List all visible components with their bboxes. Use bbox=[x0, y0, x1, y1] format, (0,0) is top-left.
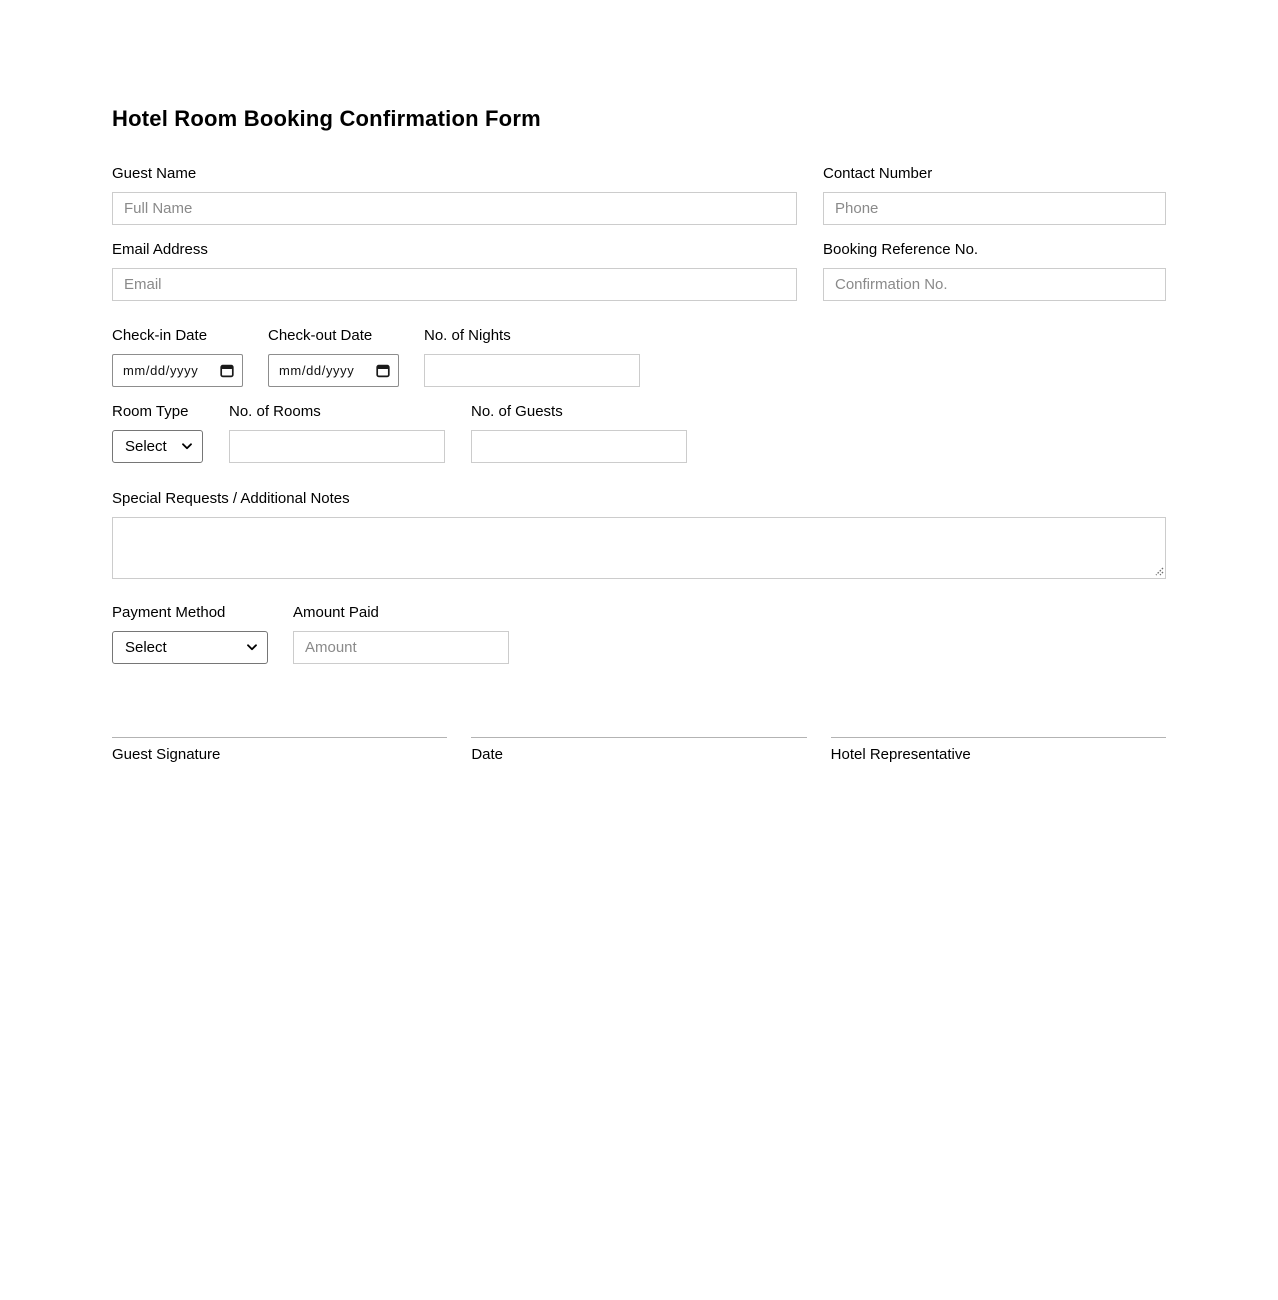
row-name-contact bbox=[112, 165, 1166, 225]
special-requests-textarea[interactable] bbox=[112, 517, 1166, 579]
check-in-date-input[interactable] bbox=[112, 354, 243, 387]
field-contact-number bbox=[823, 165, 1166, 225]
guests-label: No. of Guests bbox=[471, 403, 563, 420]
resize-handle-icon[interactable] bbox=[1153, 565, 1164, 576]
calendar-icon[interactable] bbox=[220, 363, 234, 378]
field-guest-name bbox=[112, 165, 797, 225]
hotel-representative-label: Hotel Representative bbox=[830, 746, 971, 763]
payment-method-label: Payment Method bbox=[112, 604, 226, 621]
field-room-type bbox=[112, 403, 203, 463]
guest-signature-line bbox=[112, 737, 447, 764]
amount-paid-input[interactable] bbox=[293, 631, 509, 664]
field-booking-ref bbox=[823, 241, 1166, 301]
booking-ref-input[interactable] bbox=[823, 268, 1166, 301]
contact-number-input[interactable] bbox=[823, 192, 1166, 225]
hotel-representative-line bbox=[831, 737, 1166, 764]
field-rooms bbox=[229, 403, 445, 463]
special-requests-wrap bbox=[112, 517, 1166, 579]
payment-method-selected-value: Select bbox=[125, 639, 167, 656]
row-dates bbox=[112, 327, 1166, 387]
nights-input[interactable] bbox=[424, 354, 640, 387]
check-out-date-input[interactable] bbox=[268, 354, 399, 387]
amount-paid-label: Amount Paid bbox=[293, 604, 379, 621]
chevron-down-icon bbox=[247, 644, 257, 651]
page-title: Hotel Room Booking Confirmation Form bbox=[112, 106, 541, 131]
check-in-date-value: mm/dd/yyyy bbox=[123, 363, 199, 378]
row-payment bbox=[112, 604, 1166, 664]
room-type-selected-value: Select bbox=[125, 438, 167, 455]
signature-row bbox=[112, 737, 1166, 764]
booking-ref-label: Booking Reference No. bbox=[823, 241, 979, 258]
chevron-down-icon bbox=[182, 443, 192, 450]
room-type-select[interactable] bbox=[112, 430, 203, 463]
field-nights bbox=[424, 327, 640, 387]
date-signature-line bbox=[471, 737, 806, 764]
row-room bbox=[112, 403, 1166, 463]
contact-number-label: Contact Number bbox=[823, 165, 933, 182]
check-out-label: Check-out Date bbox=[268, 327, 373, 344]
field-email bbox=[112, 241, 797, 301]
guest-name-input[interactable] bbox=[112, 192, 797, 225]
payment-method-select[interactable] bbox=[112, 631, 268, 664]
date-signature-label: Date bbox=[471, 746, 504, 763]
room-type-label: Room Type bbox=[112, 403, 189, 420]
field-guests bbox=[471, 403, 687, 463]
field-amount-paid bbox=[293, 604, 509, 664]
field-check-in bbox=[112, 327, 243, 387]
special-requests-label: Special Requests / Additional Notes bbox=[112, 490, 350, 507]
guests-input[interactable] bbox=[471, 430, 687, 463]
guest-name-label: Guest Name bbox=[112, 165, 197, 182]
email-label: Email Address bbox=[112, 241, 208, 258]
row-email-ref bbox=[112, 241, 1166, 301]
check-in-label: Check-in Date bbox=[112, 327, 208, 344]
field-payment-method bbox=[112, 604, 268, 664]
rooms-input[interactable] bbox=[229, 430, 445, 463]
booking-form bbox=[112, 0, 1166, 764]
check-out-date-value: mm/dd/yyyy bbox=[279, 363, 355, 378]
field-special-requests bbox=[112, 490, 1166, 579]
nights-label: No. of Nights bbox=[424, 327, 511, 344]
guest-signature-label: Guest Signature bbox=[112, 746, 221, 763]
calendar-icon[interactable] bbox=[376, 363, 390, 378]
email-input[interactable] bbox=[112, 268, 797, 301]
field-check-out bbox=[268, 327, 399, 387]
rooms-label: No. of Rooms bbox=[229, 403, 321, 420]
